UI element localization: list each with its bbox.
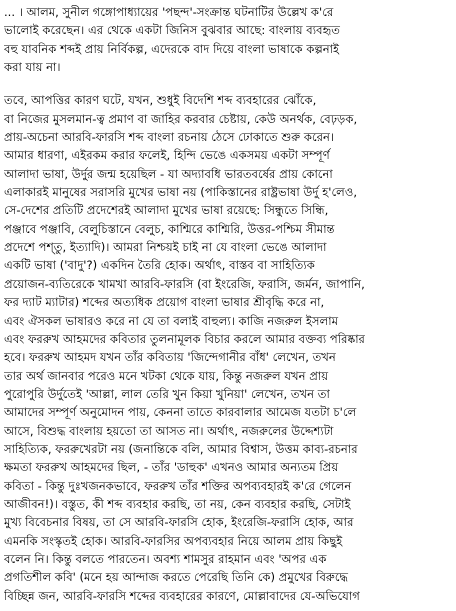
text-line: এবং ঐসকল ভাষারও করে না যে তা বলাই বাহুল্য। কাজি নজরুল ইসলাম [4,313,339,328]
text-line: এবং ফররুখ আহমদের কবিতার তুলনামূলক বিচার করলে আমার বক্তব্য পরিষ্কার [4,331,365,346]
text-line: প্রগতিশীল কবি' (মনে হয় আন্দাজ করতে পেরেছি তিনি কে) প্রমুখের বিরুদ্ধে [4,570,348,585]
text-line: বলেন নি। কিন্তু বলতে পারতেন। অবশ্য শামসুর রাহমান এবং 'অপর এক [4,551,327,566]
text-line: কবিতা - কিন্তু দুঃখজনকভাবে, ফররুখ তাঁর শক্তির অপব্যবহারই ক'রে গেলেন [4,478,352,493]
text-line: ক্ষমতা ফররুখ আহমদের ছিল, - তাঁর 'ডাহুক' এখনও আমার অন্যতম প্রিয় [4,460,339,475]
text-line: এমনকি সংস্কৃতই হোক। আরবি-ফারসির অপব্যবহার নিয়ে আলম প্রায় কিছুই [4,533,343,548]
paragraph-2 [4,91,452,605]
text-line: মুখ্য বিবেচনার বিষয়, তা সে আরবি-ফারসি হোক, ইংরেজি-ফরাসি হোক, আর [4,515,354,530]
text-line: করা যায় না। [4,60,61,75]
text-line: এলাকারই মানুষের সরাসরি মুখের ভাষা নয় (পাকিস্তানের রাষ্ট্রভাষা উর্দু হ'লেও, [4,185,358,200]
text-line: আমার ধারণা, এইরকম করার ফলেই, হিন্দি ভেঙে একসময় একটা সম্পূর্ণ [4,148,330,163]
text-line: প্রদেশে পশ্‌তু, ইত্যাদি)। আমরা নিশ্চয়ই চাই না যে বাংলা ভেঙে আলাদা [4,240,327,255]
text-line: বিচ্ছিন্ন জন, আরবি-ফারসি শব্দের ব্যবহারের কারণে, মোল্লাবাদের যে-অভিযোগ [4,588,360,603]
text-line: আসে, বিশুদ্ধ বাংলায় হয়তো তা আসত না। অর্থাৎ, নজরুলের উদ্দেশ্যটা [4,423,334,438]
text-line: হবে। ফররুখ আহমদ যখন তাঁর কবিতায় 'জিন্দেগানীর বাঁধ' লেখেন, তখন [4,350,336,365]
text-line: বা নিজের মুসলমান-ত্ব প্রমাণ বা জাহির করবার চেষ্টায়, কেউ অনর্থক, বেঢ়ড়ক, [4,111,358,126]
text-line: পঞ্জাবে পঞ্জাবি, বেলুচিস্তানে বেলুচ, কাশ্মিরে কাশ্মিরি, উত্তর-পশ্চিম সীমান্ত [4,221,335,236]
text-line: সাহিত্যিক, ফররুখেরটা নয় (জনান্তিকে বলি, আমার বিশ্বাস, উত্তম কাব্য-রচনার [4,441,358,456]
text-line: প্রয়োজন-ব্যতিরেকে খামখা আরবি-ফারসি (বা ইংরেজি, ফরাসি, জর্মন, জাপানি, [4,276,365,291]
text-line: তার অর্থ জানবার পরেও মনে খটকা থেকে যায়, কিন্তু নজরুল যখন প্রায় [4,368,329,383]
text-line: আমাদের সম্পূর্ণ অনুমোদন পায়, কেননা তাতে কারবালার আমেজ যতটা চ'লে [4,405,357,420]
text-line: তবে, আপত্তির কারণ ঘটে, যখন, শুধুই বিদেশি শব্দ ব্যবহারের ঝোঁকে, [4,93,317,108]
text-line: আজীবন!)। বস্তুত, কী শব্দ ব্যবহার করছি, তা নয়, কেন ব্যবহার করছি, সেটাই [4,496,351,511]
text-line: ফর দ্যাট ম্যাটার) শব্দের অত্যধিক প্রয়োগ বাংলা ভাষার শ্রীবৃদ্ধি করে না, [4,295,325,310]
text-line: সে-দেশের প্রতিটি প্রদেশেরই আলাদা মুখের ভাষা রয়েছে: সিন্ধুতে সিন্ধি, [4,203,329,218]
text-line: বহু যাবনিক শব্দই প্রায় নির্বিকল্প, এদেরকে বাদ দিয়ে বাংলা ভাষাকে কল্পনাই [4,41,340,56]
text-line: ভালোই করেছেন। এর থেকে একটা জিনিস বুঝবার আছে: বাংলায় ব্যবহৃত [4,23,340,38]
text-line: পুরোপুরি উর্দুতেই 'আল্লা, লাল তেরি খুন কিয়া খুনিয়া' লেখেন, তখন তা [4,386,330,401]
text-line: একটি ভাষা ('বাদু'?) একদিন তৈরি হোক। অর্থাৎ, বাস্তব বা সাহিত্যিক [4,258,315,273]
text-line: ... । আলম, সুনীল গঙ্গোপাধ্যায়ের 'পছন্দ'-সংক্রান্ত ঘটনাটির উল্লেখ ক'রে [4,5,334,19]
text-line: প্রায়-অচেনা আরবি-ফারসি শব্দ বাংলা রচনায় ঠেসে ঢোকাতে শুরু করেন। [4,130,335,145]
text-line: আলাদা ভাষা, উর্দুর জন্ম হয়েছিল - যা অদ্যাবধি ভারতবর্ষের প্রায় কোনো [4,166,333,181]
paragraph-1 [4,3,452,76]
